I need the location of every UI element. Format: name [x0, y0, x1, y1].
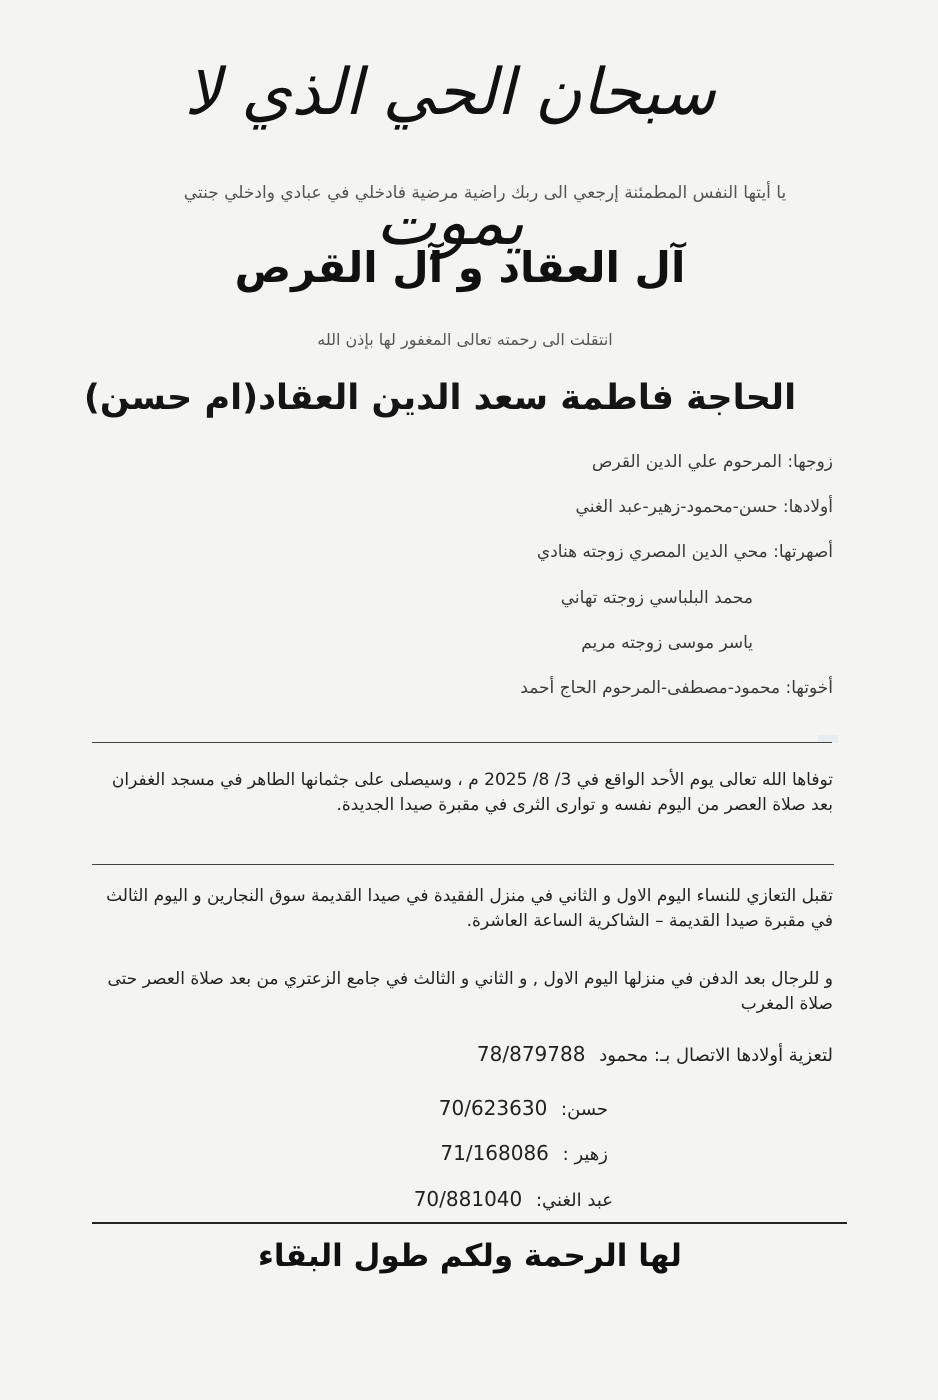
contact-zuhair: [440, 1141, 608, 1165]
divider-bottom: [92, 1222, 847, 1224]
contact-abdulghani: [414, 1187, 613, 1211]
relative-in-law-1: أصهرتها: محي الدين المصري زوجته هنادي: [536, 542, 833, 562]
closing-phrase: لها الرحمة ولكم طول البقاء: [258, 1238, 682, 1274]
contact-label: لتعزية أولادها الاتصال بـ: محمود: [599, 1045, 833, 1066]
relative-children: أولادها: حسن-محمود-زهير-عبد الغني: [575, 497, 833, 517]
contact-hassan: [439, 1096, 608, 1120]
divider-top: [92, 742, 832, 743]
calligraphy-title: سبحان الحي الذي لا يموت: [184, 56, 716, 260]
contact-mahmoud: [477, 1042, 833, 1066]
contact-number: 70/881040: [413, 1187, 523, 1211]
condolences-men: و للرجال بعد الدفن في منزلها اليوم الاول , و الثاني و الثالث في جامع الزعتري من بعد صلاة العصر حتى صلاة المغرب: [107, 969, 833, 1014]
relative-siblings: أخوتها: محمود-مصطفى-المرحوم الحاج أحمد: [520, 678, 833, 698]
family-names: آل العقاد و آل القرص: [234, 243, 686, 292]
contact-label: زهير :: [562, 1144, 608, 1165]
contact-number: 71/168086: [440, 1141, 549, 1165]
contact-number: 70/623630: [438, 1096, 548, 1120]
passed-away-text: انتقلت الى رحمته تعالى المغفور لها بإذن الله: [317, 330, 613, 349]
relative-in-law-3: ياسر موسى زوجته مريم: [581, 633, 753, 653]
funeral-notice: توفاها الله تعالى يوم الأحد الواقع في 3/ 8/ 2025 م ، وسيصلى على جثمانها الطاهر في مسجد الغفران بعد صلاة العصر من اليوم نفسه و توارى الثرى في مقبرة صيدا الجديدة.: [111, 770, 833, 815]
contact-label: حسن:: [561, 1099, 608, 1120]
contact-number: 78/879788: [476, 1042, 586, 1066]
quran-verse: يا أيتها النفس المطمئنة إرجعي الى ربك راضية مرضية فادخلي في عبادي وادخلي جنتي: [183, 183, 787, 203]
divider-middle: [92, 864, 834, 865]
relative-husband: زوجها: المرحوم علي الدين القرص: [591, 452, 833, 472]
deceased-name: الحاجة فاطمة سعد الدين العقاد(ام حسن): [83, 378, 797, 418]
condolences-women: تقبل التعازي للنساء اليوم الاول و الثاني في منزل الفقيدة في صيدا القديمة سوق النجارين و اليوم الثالث في مقبرة صيدا القديمة – الشاكرية الساعة العاشرة.: [106, 886, 833, 931]
relative-in-law-2: محمد البلباسي زوجته تهاني: [560, 588, 753, 608]
contact-label: عبد الغني:: [535, 1190, 613, 1211]
